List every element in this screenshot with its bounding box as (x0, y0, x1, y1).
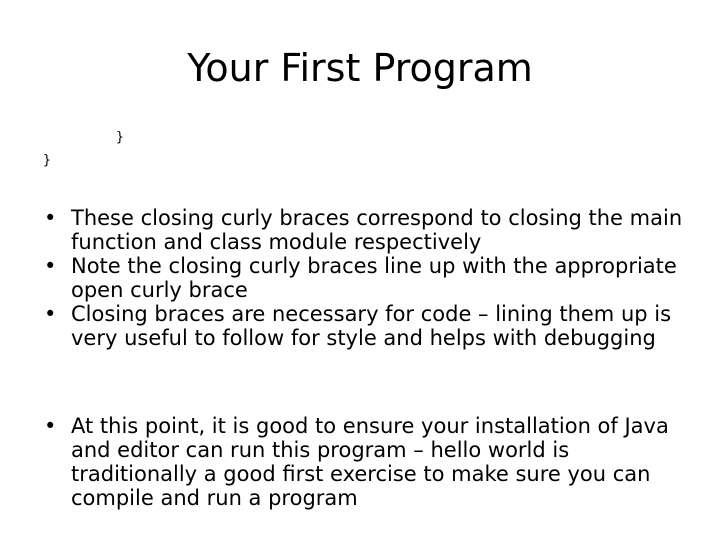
bullet-icon: • (44, 206, 57, 230)
code-outer-closing-brace: } (43, 153, 51, 168)
bullet-text: Closing braces are necessary for code – lining them up is very useful to follow for style and helps with debugging (71, 302, 672, 350)
slide-title: Your First Program (187, 46, 533, 90)
bullet-item (44, 206, 694, 254)
bullet-icon: • (44, 302, 57, 326)
bullet-icon: • (44, 254, 57, 278)
bullet-text: These closing curly braces correspond to closing the main function and class module respectively (71, 206, 683, 254)
bullet-list-installation (44, 414, 694, 510)
bullet-list-explanation (44, 206, 694, 350)
bullet-icon: • (44, 414, 57, 438)
bullet-item (44, 302, 694, 350)
bullet-text: Note the closing curly braces line up with the appropriate open curly brace (71, 254, 677, 302)
bullet-item (44, 254, 694, 302)
code-inner-closing-brace: } (116, 130, 124, 145)
bullet-item (44, 414, 694, 510)
bullet-text: At this point, it is good to ensure your installation of Java and editor can run this program – hello world is traditionally a good first exercise to make sure you can compile and run a program (71, 414, 669, 510)
